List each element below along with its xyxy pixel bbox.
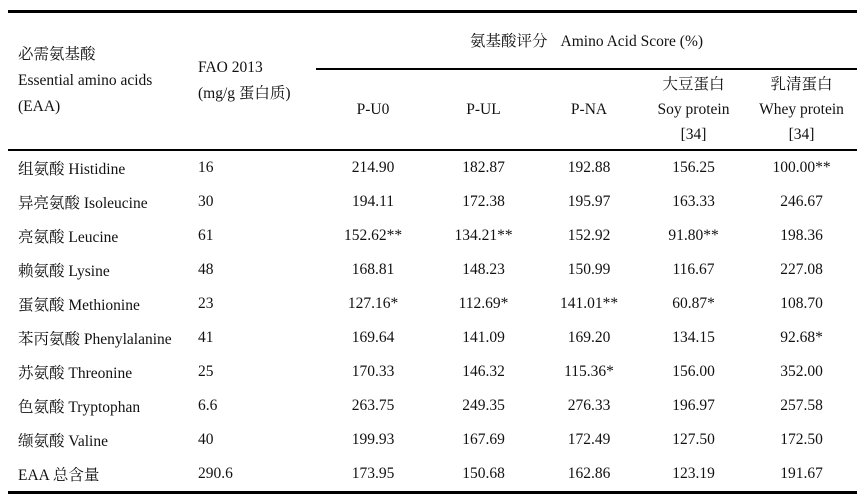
score-p-ul: 146.32 [462,362,505,380]
table-row [8,150,857,185]
score-p-ul: 182.87 [462,158,505,176]
score-p-ul: 167.69 [462,430,505,448]
amino-acid-name: 蛋氨酸 Methionine [18,296,140,314]
column-header-p-ul: P-UL [430,69,537,150]
amino-acid-name: EAA 总含量 [18,466,100,484]
score-p-na: 162.86 [567,464,611,482]
score-soy: 60.87* [672,294,715,312]
score-soy: 196.97 [672,396,715,414]
score-whey: 172.50 [780,430,823,448]
whey-header-ref: [34] [788,125,815,143]
score-whey: 246.67 [780,192,823,210]
soy-header-zh: 大豆蛋白 [662,75,725,93]
soy-header-en: Soy protein [657,100,730,118]
fao-value: 41 [198,328,214,346]
whey-header-en: Whey protein [759,100,844,118]
score-p-ul: 112.69* [458,294,509,312]
score-soy: 127.50 [672,430,715,448]
fao-header-line1: FAO 2013 [198,58,263,76]
score-whey: 92.68* [780,328,823,346]
score-whey: 352.00 [780,362,823,380]
score-soy: 134.15 [672,328,715,346]
score-p-ul: 134.21** [454,226,513,244]
score-p-na: 172.49 [567,430,611,448]
score-group-header [316,12,857,69]
column-header-eaa [8,12,186,150]
table-row [8,287,857,321]
eaa-header-zh: 必需氨基酸 [18,45,96,63]
score-p-u0: 169.64 [351,328,395,346]
amino-acid-score-table [8,10,857,494]
amino-acid-name: 色氨酸 Tryptophan [18,398,141,416]
amino-acid-name: 赖氨酸 Lysine [18,262,110,280]
score-whey: 198.36 [780,226,823,244]
fao-value: 25 [198,362,214,380]
eaa-header-en: Essential amino acids [18,71,153,89]
score-whey: 100.00** [772,158,831,176]
table-row [8,321,857,355]
table-row [8,253,857,287]
amino-acid-name: 苯丙氨酸 Phenylalanine [18,330,172,348]
score-soy: 156.00 [672,362,715,380]
table-row [8,457,857,493]
table-row [8,219,857,253]
score-p-na: 195.97 [567,192,611,210]
score-whey: 227.08 [780,260,823,278]
soy-header-ref: [34] [680,125,707,143]
score-soy: 163.33 [672,192,715,210]
score-p-u0: 199.93 [351,430,395,448]
amino-acid-name: 缬氨酸 Valine [18,432,108,450]
column-header-whey-protein [746,69,857,150]
score-p-ul: 141.09 [462,328,505,346]
fao-value: 6.6 [198,396,218,414]
score-group-header-zh: 氨基酸评分 [470,33,548,51]
fao-value: 23 [198,294,214,312]
score-p-na: 115.36* [564,362,614,380]
fao-value: 40 [198,430,214,448]
score-p-ul: 249.35 [462,396,505,414]
table-row [8,185,857,219]
score-p-ul: 150.68 [462,464,505,482]
table-row [8,389,857,423]
fao-value: 30 [198,192,214,210]
score-p-u0: 263.75 [351,396,395,414]
score-p-u0: 170.33 [351,362,395,380]
score-p-na: 169.20 [567,328,611,346]
table-header [8,12,857,150]
table-row [8,423,857,457]
score-whey: 257.58 [780,396,823,414]
score-p-u0: 152.62** [343,226,403,244]
score-soy: 91.80** [668,226,719,244]
whey-header-zh: 乳清蛋白 [770,75,833,93]
score-soy: 156.25 [672,158,715,176]
score-p-na: 152.92 [567,226,611,244]
score-p-na: 141.01** [559,294,619,312]
score-whey: 108.70 [780,294,823,312]
score-soy: 116.67 [672,260,715,278]
score-p-u0: 194.11 [351,192,395,210]
score-soy: 123.19 [672,464,715,482]
score-group-header-en: Amino Acid Score (%) [560,33,704,51]
fao-header-line2: (mg/g 蛋白质) [198,84,291,102]
amino-acid-name: 组氨酸 Histidine [18,160,126,178]
amino-acid-name: 苏氨酸 Threonine [18,364,133,382]
score-p-na: 192.88 [567,158,611,176]
score-p-u0: 168.81 [351,260,395,278]
table-body [8,150,857,493]
eaa-header-abbr: (EAA) [18,97,61,115]
score-p-na: 276.33 [567,396,611,414]
score-p-u0: 173.95 [351,464,395,482]
amino-acid-name: 异亮氨酸 Isoleucine [18,194,148,212]
score-p-ul: 148.23 [462,260,505,278]
score-p-na: 150.99 [567,260,611,278]
table-row [8,355,857,389]
fao-value: 61 [198,226,214,244]
header-group-row [8,12,857,69]
column-header-p-na: P-NA [537,69,641,150]
column-header-fao [186,12,316,150]
fao-value: 290.6 [198,464,233,482]
score-p-u0: 127.16* [347,294,399,312]
score-whey: 191.67 [780,464,823,482]
amino-acid-name: 亮氨酸 Leucine [18,228,119,246]
fao-value: 48 [198,260,214,278]
column-header-p-u0: P-U0 [316,69,430,150]
score-p-u0: 214.90 [351,158,395,176]
fao-value: 16 [198,158,214,176]
score-p-ul: 172.38 [462,192,505,210]
column-header-soy-protein [641,69,746,150]
